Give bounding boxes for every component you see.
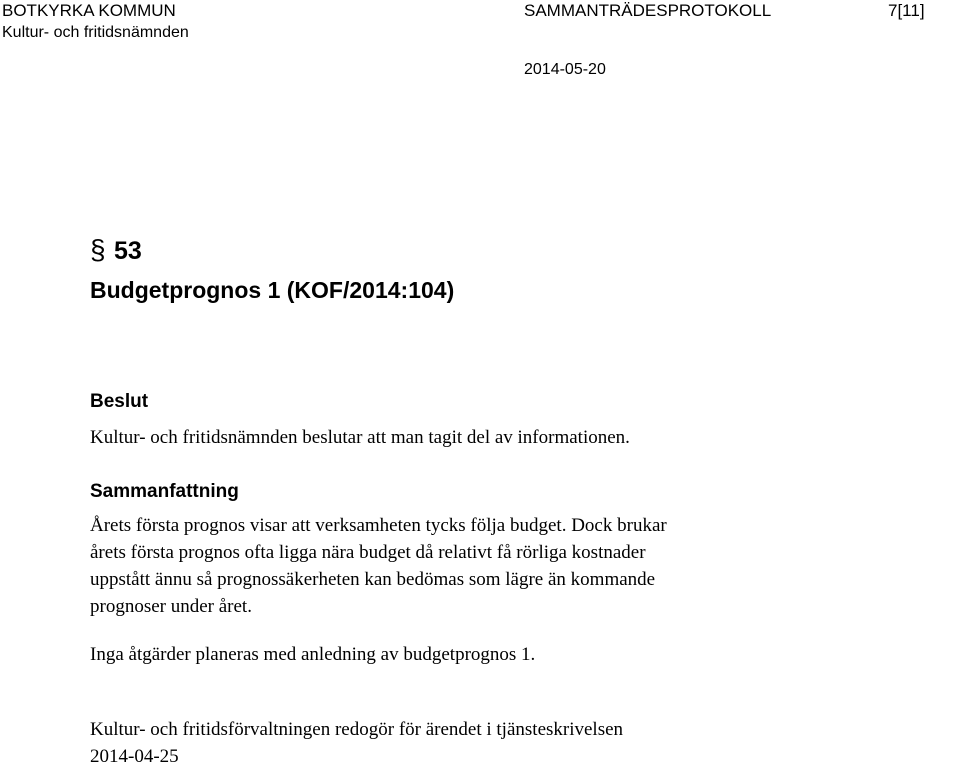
paragraph-sign: § — [90, 234, 106, 265]
summary-line: Kultur- och fritidsförvaltningen redogör för ärendet i tjänsteskrivelsen — [90, 719, 624, 740]
summary-paragraph-3 — [90, 716, 623, 770]
case-title: Budgetprognos 1 (KOF/2014:104) — [90, 277, 455, 303]
decision-heading: Beslut — [90, 391, 149, 412]
page-number: 7[11] — [888, 1, 925, 20]
summary-line: prognoser under året. — [90, 596, 252, 617]
case-number: 53 — [114, 237, 142, 265]
summary-line: 2014-04-25 — [90, 746, 179, 767]
organization-name: BOTKYRKA KOMMUN — [2, 1, 176, 20]
committee-name: Kultur- och fritidsnämnden — [2, 24, 189, 41]
meeting-date: 2014-05-20 — [524, 61, 606, 78]
summary-paragraph-2: Inga åtgärder planeras med anledning av budgetprognos 1. — [90, 644, 536, 665]
summary-line: årets första prognos ofta ligga nära budget då relativt få rörliga kostnader — [90, 542, 646, 563]
case-heading — [90, 234, 142, 268]
document-type: SAMMANTRÄDESPROTOKOLL — [524, 1, 772, 20]
summary-paragraph-1 — [90, 512, 667, 620]
summary-heading: Sammanfattning — [90, 481, 239, 502]
summary-line: uppstått ännu så prognossäkerheten kan bedömas som lägre än kommande — [90, 569, 656, 590]
summary-line: Årets första prognos visar att verksamheten tycks följa budget. Dock brukar — [90, 515, 667, 536]
decision-text: Kultur- och fritidsnämnden beslutar att man tagit del av informationen. — [90, 427, 630, 448]
